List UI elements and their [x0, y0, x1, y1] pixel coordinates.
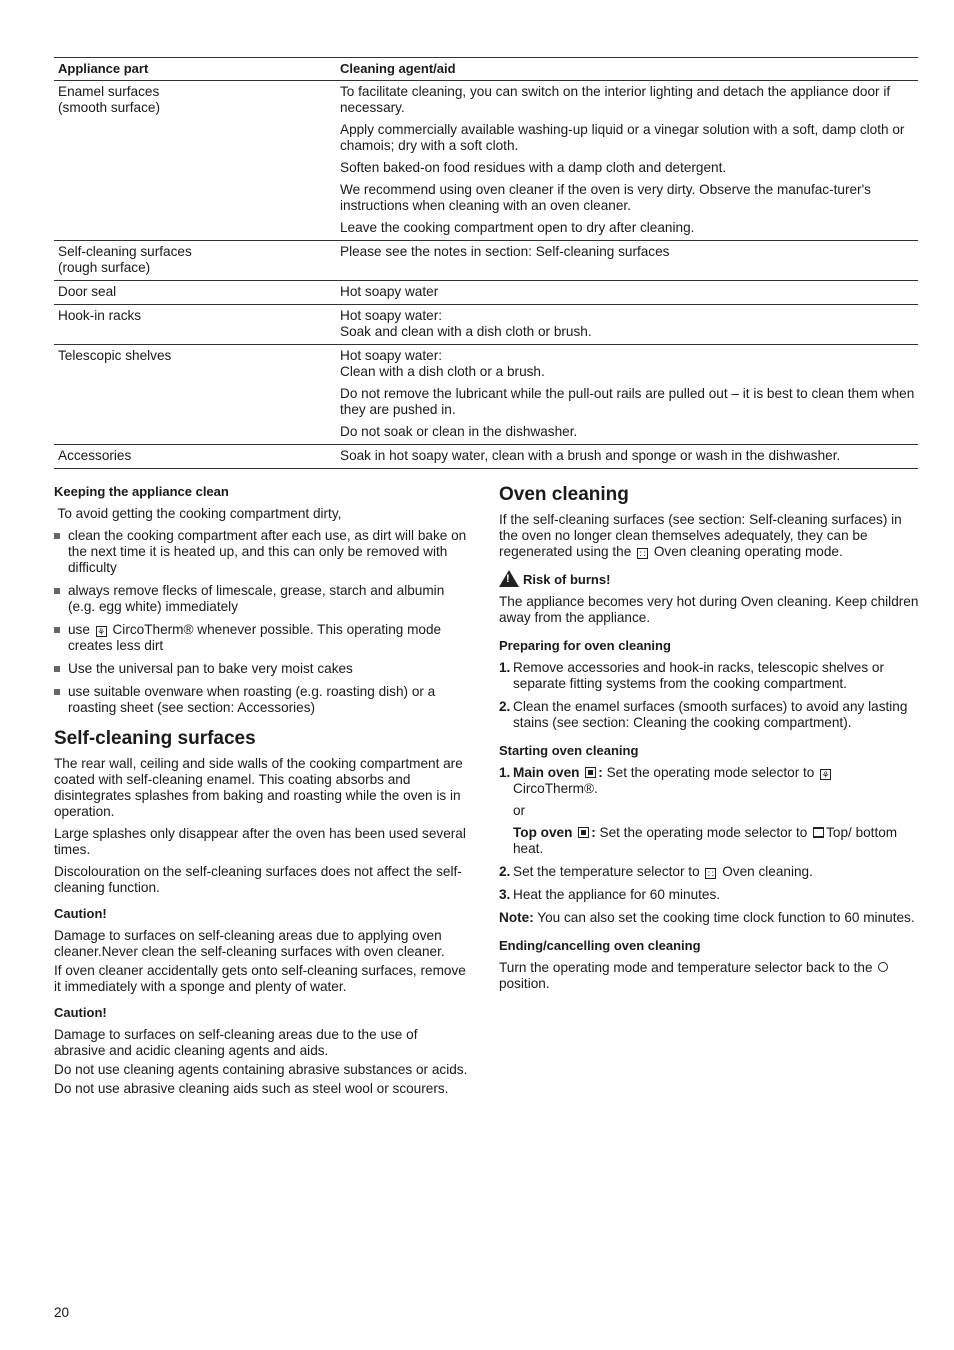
caution-block: [54, 1027, 472, 1097]
list-item: 3. Heat the appliance for 60 minutes.: [499, 887, 721, 902]
cell-text: Hot soapy water: Soak and clean with a dish cloth or brush.: [340, 308, 592, 339]
cleaning-agent-cell: [340, 84, 918, 236]
right-column: [499, 484, 919, 998]
caution-block: [54, 928, 472, 995]
paragraph: Do not use abrasive cleaning aids such as steel wool or scourers.: [54, 1081, 449, 1096]
section-heading: Keeping the appliance clean: [54, 484, 229, 499]
cell-text: Apply commercially available washing-up liquid or a vinegar solution with a soft, damp cloth or chamois; dry with a soft cloth.: [340, 122, 905, 153]
item-text: use: [68, 622, 90, 637]
numbered-list: [499, 765, 919, 903]
cleaning-agent-cell: [340, 348, 918, 440]
item-text: CircoTherm® whenever possible. This operating mode creates less dirt: [68, 622, 442, 653]
section-heading: Preparing for oven cleaning: [499, 638, 671, 653]
text: position.: [499, 976, 550, 991]
item-text: Set the operating mode selector to: [599, 825, 808, 840]
cell-text: Leave the cooking compartment open to dry after cleaning.: [340, 220, 695, 235]
oven-cleaning-symbol-icon: ∷: [637, 548, 648, 559]
table-header-row: [54, 58, 918, 81]
cleaning-agent-cell: [340, 308, 918, 340]
label: Main oven: [513, 765, 580, 780]
paragraph: Discolouration on the self-cleaning surfaces does not affect the self-cleaning function.: [54, 864, 462, 895]
column-header: Cleaning agent/aid: [340, 61, 456, 76]
section-heading: Starting oven cleaning: [499, 743, 639, 758]
appliance-part-cell: [54, 84, 340, 236]
item-text: Oven cleaning.: [722, 864, 813, 879]
text: Turn the operating mode and temperature selector back to the: [499, 960, 873, 975]
table-row: [54, 241, 918, 281]
cleaning-agent-cell: [340, 284, 918, 300]
note: [499, 910, 919, 926]
cell-text: Soften baked-on food residues with a damp cloth and detergent.: [340, 160, 727, 175]
table-row: [54, 445, 918, 469]
cell-text: Telescopic shelves: [58, 348, 172, 363]
appliance-part-cell: [54, 448, 340, 464]
item-text: Top/ bottom heat.: [513, 825, 898, 856]
numbered-list: [499, 660, 919, 731]
cell-text: Self-cleaning surfaces: [58, 244, 192, 259]
appliance-part-cell: [54, 284, 340, 300]
cell-text: (smooth surface): [58, 100, 160, 115]
cell-text: Soak in hot soapy water, clean with a brush and sponge or wash in the dishwasher.: [340, 448, 841, 463]
list-item: 1. Remove accessories and hook-in racks, telescopic shelves or separate fitting systems from the cooking compartment.: [499, 660, 884, 691]
top-oven-icon: [578, 827, 589, 838]
list-item: [54, 622, 472, 654]
appliance-part-cell: [54, 348, 340, 440]
list-item: Use the universal pan to bake very moist cakes: [54, 661, 472, 677]
text: If the self-cleaning surfaces (see section: Self-cleaning surfaces) in the oven no longer clean themselves adequately, they can be regenerated using the: [499, 512, 902, 559]
cell-text: Do not remove the lubricant while the pull-out rails are pulled out – it is best to clean them when they are pushed in.: [340, 386, 915, 417]
list-item: 2. Clean the enamel surfaces (smooth surfaces) to avoid any lasting stains (see section: Cleaning the cooking compartment).: [499, 699, 908, 730]
section-title: Oven cleaning: [499, 484, 629, 505]
bullet-list: [54, 528, 472, 716]
cell-text: Do not soak or clean in the dishwasher.: [340, 424, 578, 439]
note-label: Note:: [499, 910, 534, 925]
cell-text: To facilitate cleaning, you can switch on the interior lighting and detach the appliance door if necessary.: [340, 84, 891, 115]
circotherm-symbol-icon: ⚘: [821, 770, 830, 780]
left-column: [54, 484, 472, 1100]
main-oven-icon: [585, 767, 596, 778]
paragraph: The rear wall, ceiling and side walls of the cooking compartment are coated with self-cleaning enamel. This coating absorbs and disintegrates splashes from baking and roasting while the oven is in operation.: [54, 756, 463, 819]
paragraph: Damage to surfaces on self-cleaning areas due to applying oven cleaner.Never clean the self-cleaning surfaces with oven cleaner.: [54, 928, 445, 959]
section-title: Self-cleaning surfaces: [54, 728, 256, 749]
list-item: 1. Main oven : Set the operating mode selector to ⚘ CircoTherm®. or Top oven : Set the operating mode selector to Top/ bottom heat.: [499, 765, 919, 857]
warning-triangle-icon: [499, 570, 519, 587]
appliance-part-cell: [54, 308, 340, 340]
caution-heading: Caution!: [54, 906, 107, 921]
table-row: [54, 305, 918, 345]
paragraph: Damage to surfaces on self-cleaning areas due to the use of abrasive and acidic cleaning agents and aids.: [54, 1027, 418, 1058]
cell-text: Enamel surfaces: [58, 84, 160, 99]
table-row: [54, 345, 918, 445]
list-item: 2. Set the temperature selector to ∷ Oven cleaning.: [499, 864, 813, 879]
cell-text: Hot soapy water: Clean with a dish cloth or a brush.: [340, 348, 545, 379]
paragraph: If oven cleaner accidentally gets onto self-cleaning surfaces, remove it immediately with a sponge and plenty of water.: [54, 963, 466, 994]
appliance-part-cell: [54, 244, 340, 276]
circotherm-symbol-icon: ⚘: [97, 627, 106, 637]
cell-text: Accessories: [58, 448, 132, 463]
cell-text: (rough surface): [58, 260, 151, 275]
list-item: always remove flecks of limescale, grease, starch and albumin (e.g. egg white) immediately: [54, 583, 472, 615]
top-bottom-heat-icon: [813, 827, 824, 838]
top-oven-line: Top oven : Set the operating mode selector to Top/ bottom heat.: [513, 825, 898, 856]
item-text: Clean the enamel surfaces (smooth surfaces) to avoid any lasting stains (see section: Cleaning the cooking compartment).: [513, 699, 908, 730]
warning-heading: [499, 570, 919, 588]
table-row: [54, 281, 918, 305]
item-text: Heat the appliance for 60 minutes.: [513, 887, 721, 902]
warning-title: Risk of burns!: [523, 572, 611, 587]
paragraph: [499, 960, 919, 992]
paragraph: Do not use cleaning agents containing abrasive substances or acids.: [54, 1062, 468, 1077]
cell-text: Hot soapy water: [340, 284, 439, 299]
cell-text: Please see the notes in section: Self-cleaning surfaces: [340, 244, 670, 259]
section-heading: Ending/cancelling oven cleaning: [499, 938, 701, 953]
column-header: Appliance part: [58, 61, 149, 76]
item-text: Remove accessories and hook-in racks, telescopic shelves or separate fitting systems from the cooking compartment.: [513, 660, 884, 691]
item-text: Set the temperature selector to: [513, 864, 700, 879]
cleaning-agent-cell: [340, 448, 918, 464]
caution-heading: Caution!: [54, 1005, 107, 1020]
cell-text: Door seal: [58, 284, 117, 299]
paragraph: To avoid getting the cooking compartment dirty,: [54, 506, 342, 521]
oven-cleaning-symbol-icon: ∷: [705, 868, 716, 879]
paragraph: Large splashes only disappear after the oven has been used several times.: [54, 826, 466, 857]
page-number: 20: [54, 1305, 70, 1320]
label: Top oven: [513, 825, 573, 840]
cleaning-agent-cell: [340, 244, 918, 276]
list-item: clean the cooking compartment after each use, as dirt will bake on the next time it is heated up, and this can only be removed with difficulty: [54, 528, 472, 576]
text: Oven cleaning operating mode.: [653, 544, 843, 559]
item-text: Set the operating mode selector to: [606, 765, 815, 780]
table-row: [54, 81, 918, 241]
item-text: CircoTherm®.: [513, 781, 598, 796]
or-text: or: [513, 803, 526, 818]
paragraph: [499, 512, 919, 560]
list-item: use suitable ovenware when roasting (e.g. roasting dish) or a roasting sheet (see section: Accessories): [54, 684, 472, 716]
cleaning-table: [54, 57, 918, 469]
note-text: You can also set the cooking time clock function to 60 minutes.: [537, 910, 915, 925]
paragraph: The appliance becomes very hot during Oven cleaning. Keep children away from the appliance.: [499, 594, 919, 625]
cell-text: We recommend using oven cleaner if the oven is very dirty. Observe the manufac-turer's instructions when cleaning with an oven cleaner.: [340, 182, 871, 213]
cell-text: Hook-in racks: [58, 308, 142, 323]
off-position-icon: [878, 962, 888, 972]
